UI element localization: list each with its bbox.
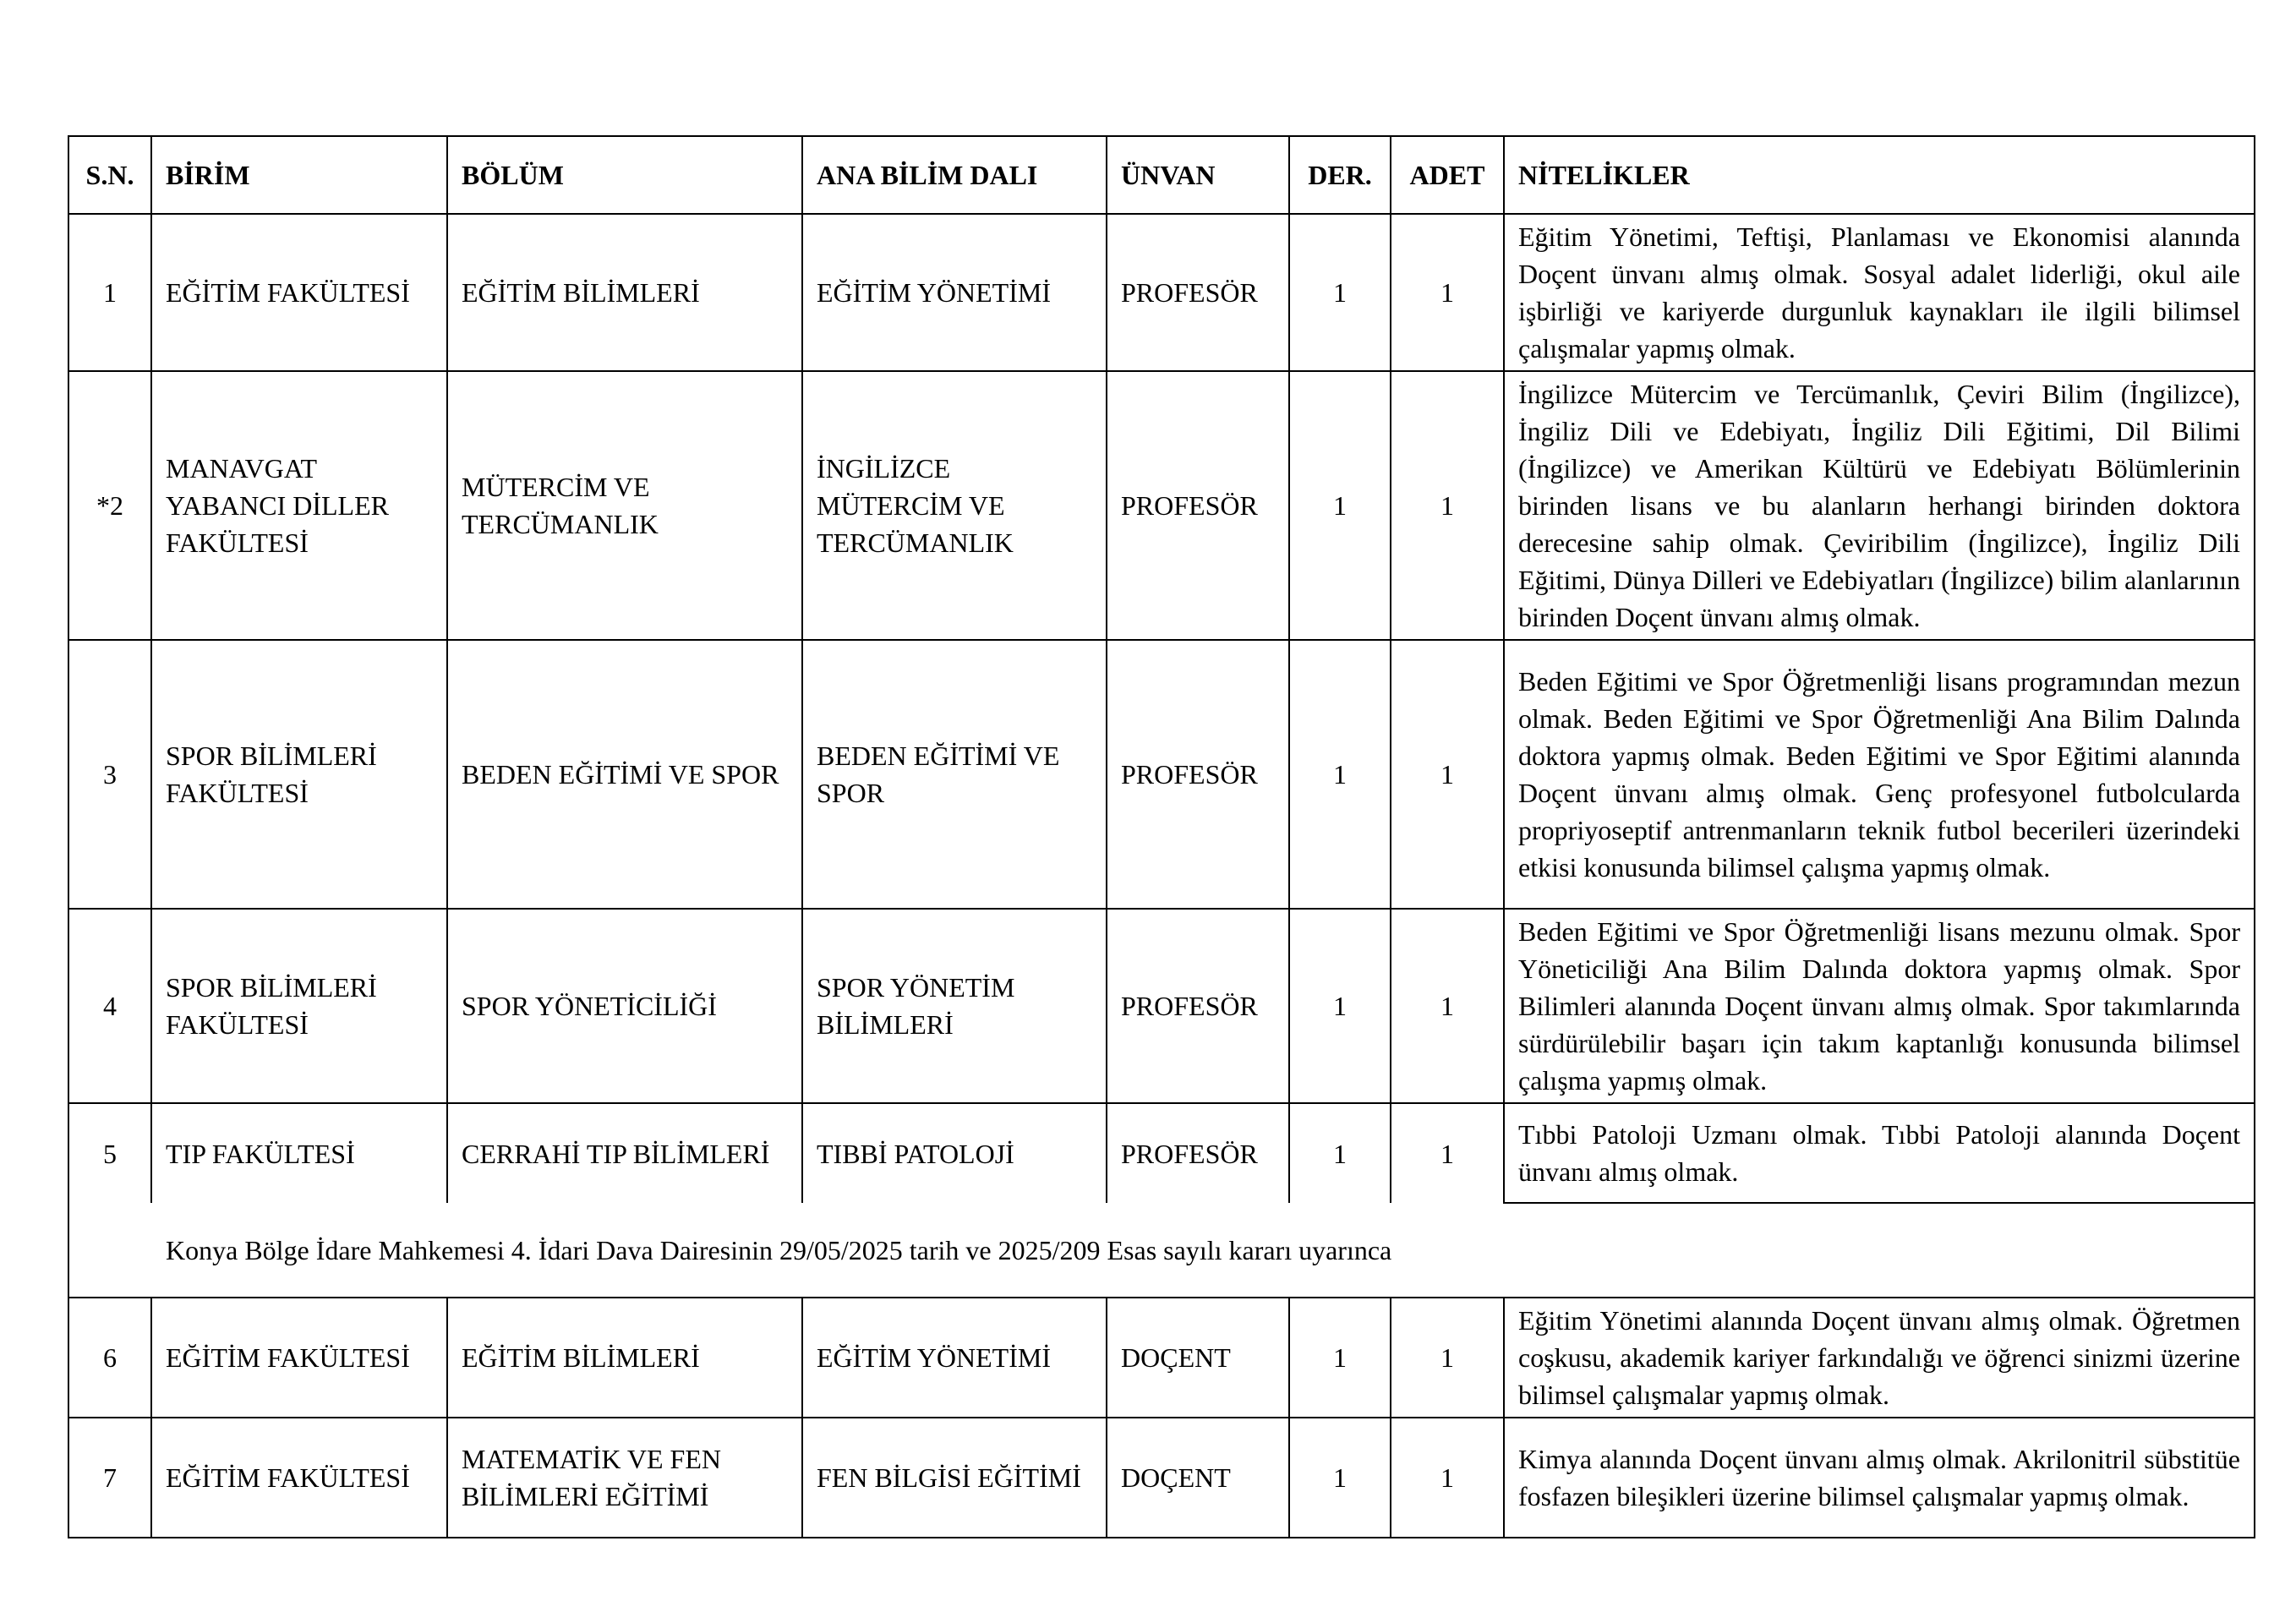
- header-birim: BİRİM: [151, 136, 447, 214]
- header-row: [68, 136, 2255, 214]
- cell-birim: SPOR BİLİMLERİ FAKÜLTESİ: [151, 640, 447, 909]
- header-ana-bilim-dali: ANA BİLİM DALI: [802, 136, 1107, 214]
- table-row: [68, 640, 2255, 909]
- header-unvan: ÜNVAN: [1107, 136, 1289, 214]
- cell-unvan: PROFESÖR: [1107, 1103, 1289, 1203]
- cell-birim: EĞİTİM FAKÜLTESİ: [151, 1298, 447, 1418]
- header-nitelikler: NİTELİKLER: [1504, 136, 2255, 214]
- cell-sn: 1: [68, 214, 151, 371]
- cell-adet: 1: [1391, 1418, 1504, 1538]
- cell-nitelikler: Beden Eğitimi ve Spor Öğretmenliği lisans mezunu olmak. Spor Yöneticiliği Ana Bilim Dalında doktora yapmış olmak. Spor Bilimleri alanında Doçent ünvanı almış olmak. Spor takımlarında sürdürülebilir başarı için takım kaptanlığı konusunda bilimsel çalışma yapmış olmak.: [1504, 909, 2255, 1103]
- cell-der: 1: [1289, 371, 1391, 640]
- header-bolum: BÖLÜM: [447, 136, 802, 214]
- cell-adet: 1: [1391, 909, 1504, 1103]
- cell-nitelikler: Eğitim Yönetimi, Teftişi, Planlaması ve Ekonomisi alanında Doçent ünvanı almış olmak. Sosyal adalet liderliği, okul aile işbirliği ve kariyerde durgunluk kaynakları ile ilgili bilimsel çalışmalar yapmış olmak.: [1504, 214, 2255, 371]
- header-der: DER.: [1289, 136, 1391, 214]
- cell-unvan: PROFESÖR: [1107, 909, 1289, 1103]
- table-row: [68, 371, 2255, 640]
- cell-unvan: PROFESÖR: [1107, 640, 1289, 909]
- cell-birim: SPOR BİLİMLERİ FAKÜLTESİ: [151, 909, 447, 1103]
- cell-sn: 6: [68, 1298, 151, 1418]
- cell-bolum: SPOR YÖNETİCİLİĞİ: [447, 909, 802, 1103]
- cell-nitelikler: Tıbbi Patoloji Uzmanı olmak. Tıbbi Patoloji alanında Doçent ünvanı almış olmak.: [1504, 1103, 2255, 1203]
- cell-birim: MANAVGAT YABANCI DİLLER FAKÜLTESİ: [151, 371, 447, 640]
- cell-sn: 7: [68, 1418, 151, 1538]
- table-row: [68, 1103, 2255, 1203]
- cell-unvan: DOÇENT: [1107, 1298, 1289, 1418]
- header-sn: S.N.: [68, 136, 151, 214]
- cell-bolum: MATEMATİK VE FEN BİLİMLERİ EĞİTİMİ: [447, 1418, 802, 1538]
- cell-ana-bilim-dali: İNGİLİZCE MÜTERCİM VE TERCÜMANLIK: [802, 371, 1107, 640]
- positions-table: [68, 135, 2255, 1538]
- cell-adet: 1: [1391, 640, 1504, 909]
- cell-unvan: PROFESÖR: [1107, 371, 1289, 640]
- cell-bolum: CERRAHİ TIP BİLİMLERİ: [447, 1103, 802, 1203]
- table-row: [68, 1298, 2255, 1418]
- cell-sn: 3: [68, 640, 151, 909]
- table-row: [68, 214, 2255, 371]
- cell-bolum: EĞİTİM BİLİMLERİ: [447, 1298, 802, 1418]
- cell-adet: 1: [1391, 1298, 1504, 1418]
- cell-der: 1: [1289, 214, 1391, 371]
- cell-ana-bilim-dali: EĞİTİM YÖNETİMİ: [802, 214, 1107, 371]
- cell-nitelikler: Eğitim Yönetimi alanında Doçent ünvanı almış olmak. Öğretmen coşkusu, akademik kariyer farkındalığı ve öğrenci sinizmi üzerine bilimsel çalışmalar yapmış olmak.: [1504, 1298, 2255, 1418]
- cell-ana-bilim-dali: SPOR YÖNETİM BİLİMLERİ: [802, 909, 1107, 1103]
- cell-ana-bilim-dali: BEDEN EĞİTİMİ VE SPOR: [802, 640, 1107, 909]
- cell-der: 1: [1289, 640, 1391, 909]
- cell-der: 1: [1289, 1418, 1391, 1538]
- table-row: [68, 909, 2255, 1103]
- cell-adet: 1: [1391, 371, 1504, 640]
- cell-unvan: PROFESÖR: [1107, 214, 1289, 371]
- cell-birim: EĞİTİM FAKÜLTESİ: [151, 214, 447, 371]
- cell-ana-bilim-dali: EĞİTİM YÖNETİMİ: [802, 1298, 1107, 1418]
- cell-der: 1: [1289, 909, 1391, 1103]
- cell-sn: 5: [68, 1103, 151, 1203]
- cell-nitelikler: Beden Eğitimi ve Spor Öğretmenliği lisans programından mezun olmak. Beden Eğitimi ve Spor Öğretmenliği Ana Bilim Dalında doktora yapmış olmak. Beden Eğitimi ve Spor Eğitimi alanında Doçent ünvanı almış olmak. Genç profesyonel futbolcularda propriyoseptif antrenmanların teknik futbol becerileri üzerindeki etkisi konusunda bilimsel çalışma yapmış olmak.: [1504, 640, 2255, 909]
- cell-birim: EĞİTİM FAKÜLTESİ: [151, 1418, 447, 1538]
- cell-der: 1: [1289, 1298, 1391, 1418]
- cell-ana-bilim-dali: TIBBİ PATOLOJİ: [802, 1103, 1107, 1203]
- cell-der: 1: [1289, 1103, 1391, 1203]
- cell-bolum: BEDEN EĞİTİMİ VE SPOR: [447, 640, 802, 909]
- cell-sn: *2: [68, 371, 151, 640]
- cell-nitelikler: Kimya alanında Doçent ünvanı almış olmak. Akrilonitril sübstitüe fosfazen bileşikleri üzerine bilimsel çalışmalar yapmış olmak.: [1504, 1418, 2255, 1538]
- cell-adet: 1: [1391, 1103, 1504, 1203]
- cell-ana-bilim-dali: FEN BİLGİSİ EĞİTİMİ: [802, 1418, 1107, 1538]
- cell-birim: TIP FAKÜLTESİ: [151, 1103, 447, 1203]
- cell-adet: 1: [1391, 214, 1504, 371]
- table-row: [68, 1418, 2255, 1538]
- cell-bolum: MÜTERCİM VE TERCÜMANLIK: [447, 371, 802, 640]
- cell-unvan: DOÇENT: [1107, 1418, 1289, 1538]
- cell-sn: 4: [68, 909, 151, 1103]
- cell-nitelikler: İngilizce Mütercim ve Tercümanlık, Çeviri Bilim (İngilizce), İngiliz Dili ve Edebiyatı, İngiliz Dili Eğitimi, Dil Bilimi (İngilizce) ve Amerikan Kültürü ve Edebiyatı Bölümlerinin birinden lisans ve bu alanların herhangi birinden doktora derecesine sahip olmak. Çeviribilim (İngilizce), İngiliz Dili Eğitimi, Dünya Dilleri ve Edebiyatları (İngilizce) bilim alanlarının birinden Doçent ünvanı almış olmak.: [1504, 371, 2255, 640]
- cell-bolum: EĞİTİM BİLİMLERİ: [447, 214, 802, 371]
- header-adet: ADET: [1391, 136, 1504, 214]
- court-note-row: [68, 1203, 2255, 1298]
- court-note: Konya Bölge İdare Mahkemesi 4. İdari Dava Dairesinin 29/05/2025 tarih ve 2025/209 Esas sayılı kararı uyarınca: [68, 1203, 2255, 1298]
